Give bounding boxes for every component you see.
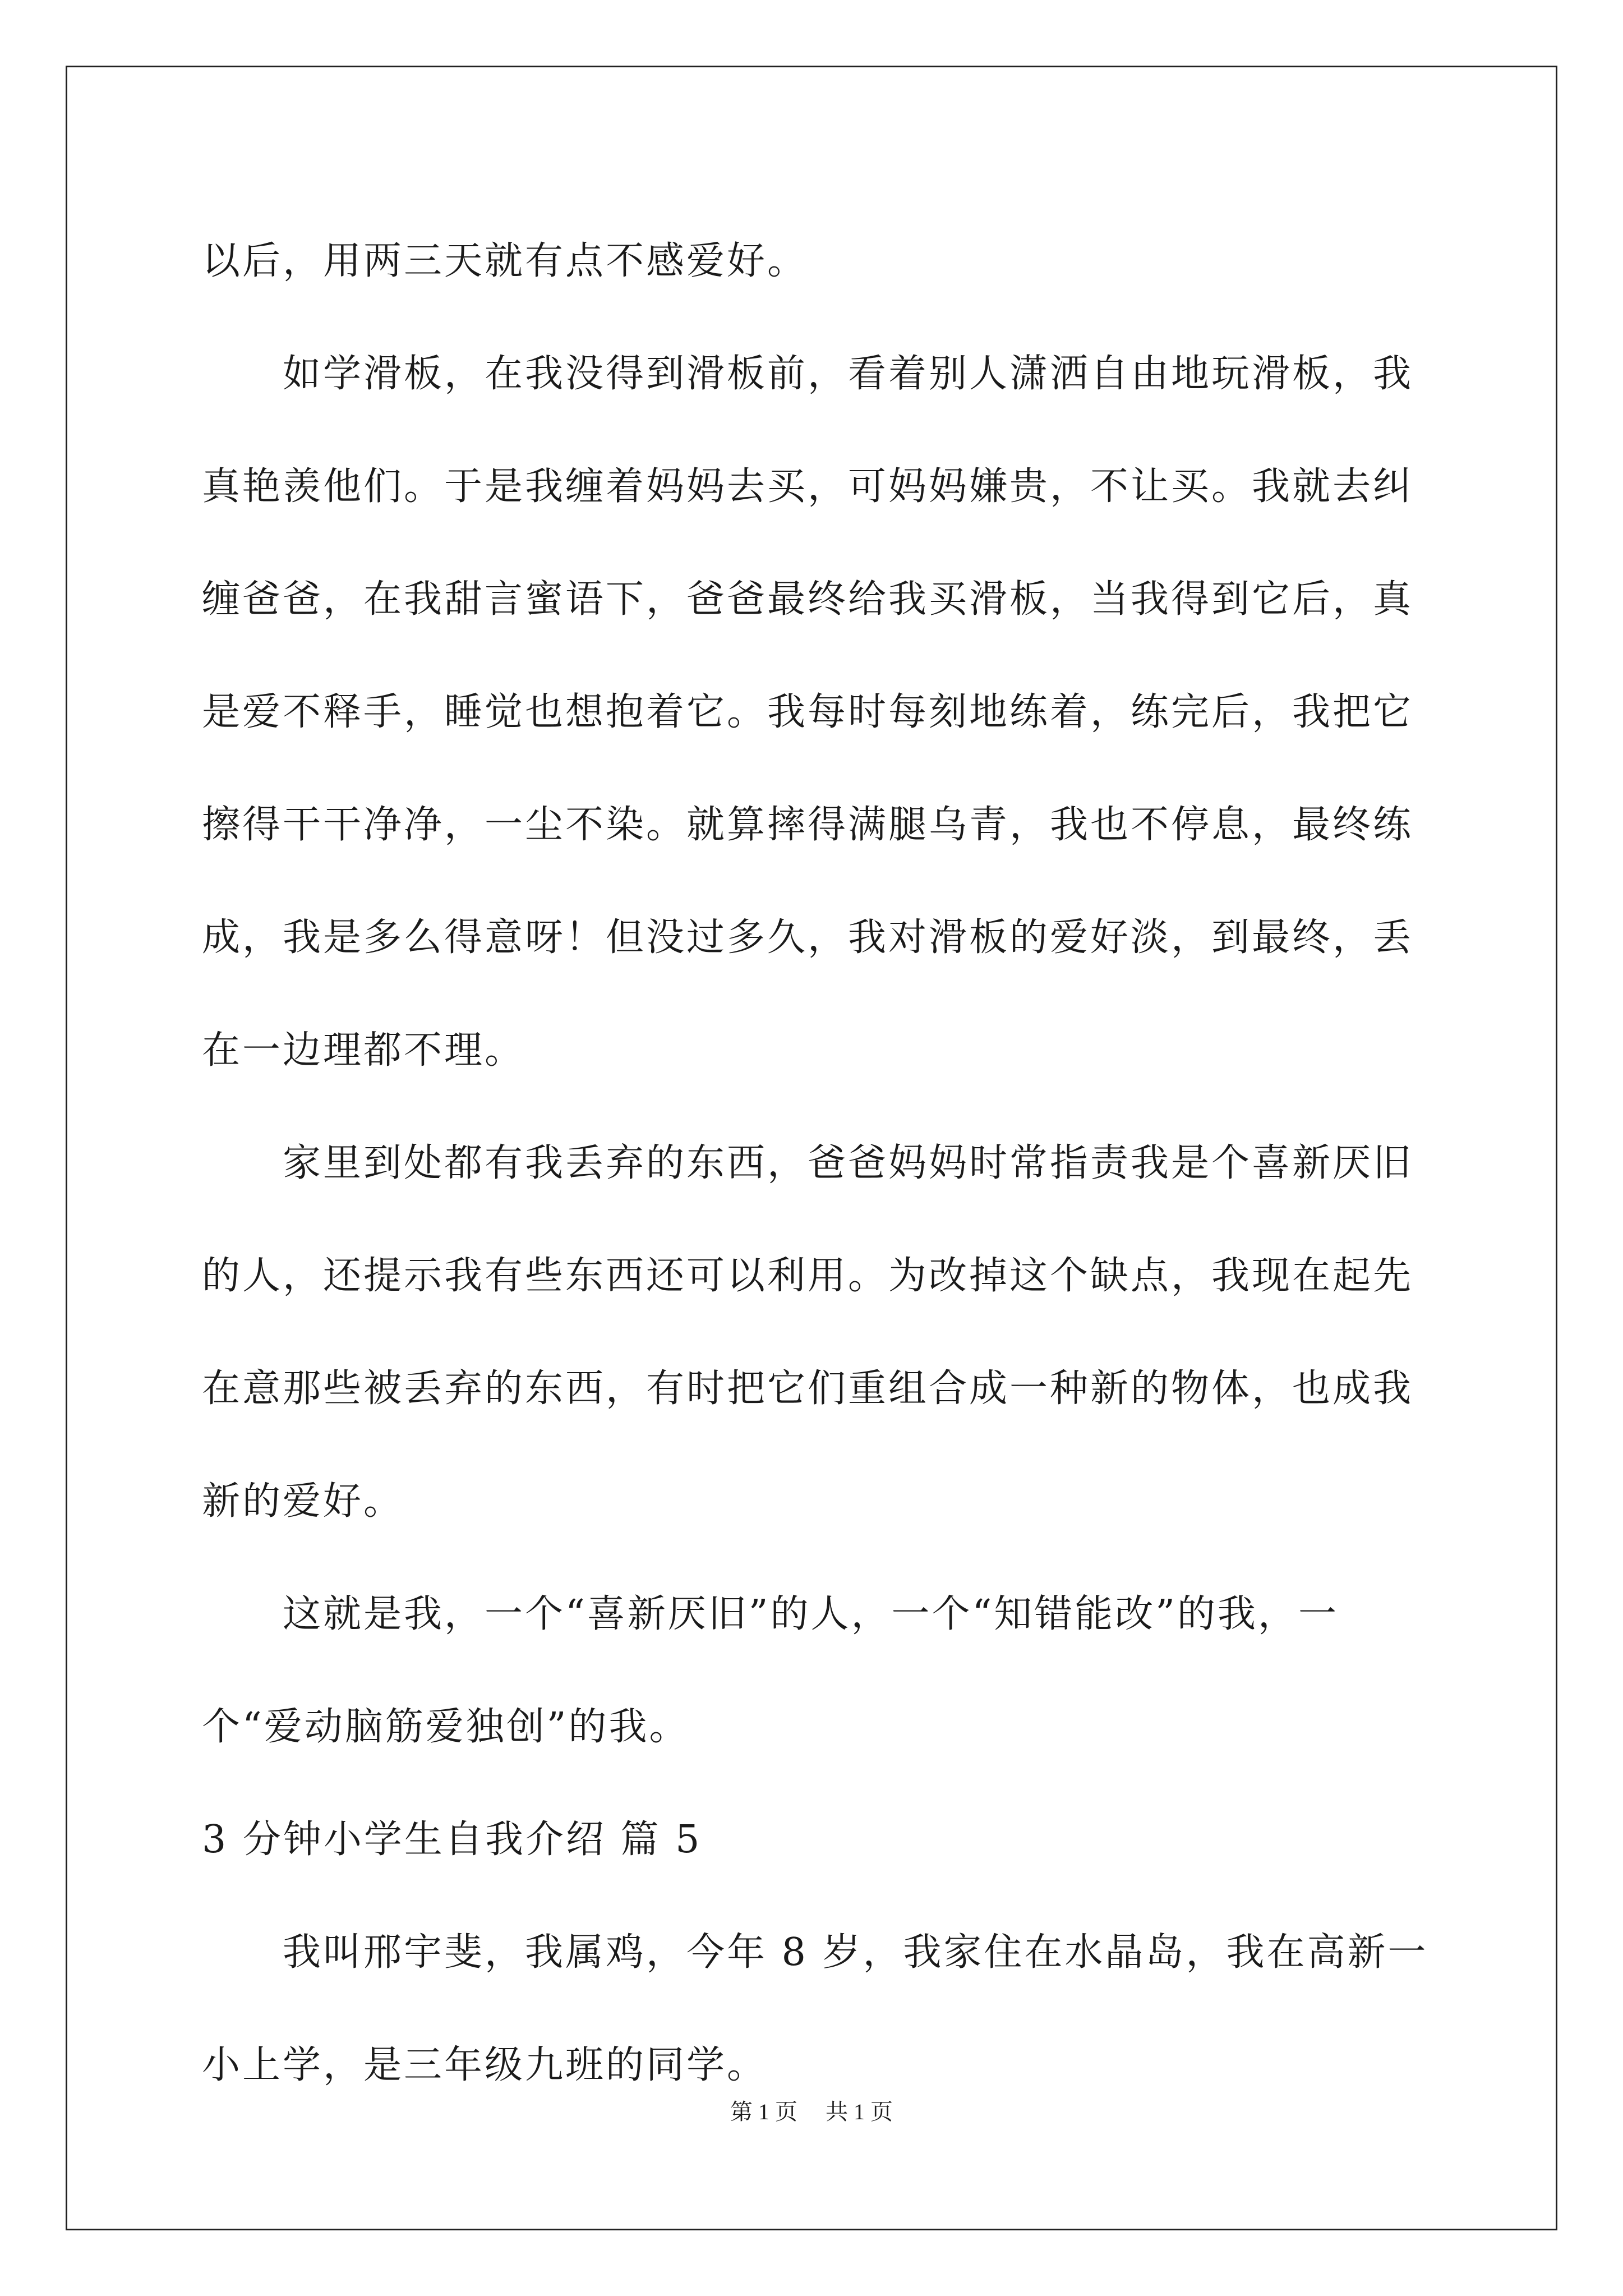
paragraph-conclusion: 这就是我，一个“喜新厌旧”的人，一个“知错能改”的我，一个“爱动脑筋爱独创”的我。 (202, 1592, 1339, 1749)
paragraph-discarded-things: 家里到处都有我丢弃的东西，爸爸妈妈时常指责我是个喜新厌旧的人，还提示我有些东西还可以利用。为改掉这个缺点，我现在起先在意那些被丢弃的东西，有时把它们重组合成一种新的物体，也成我新的爱好。 (202, 1141, 1414, 1524)
paragraph-skateboard: 如学滑板，在我没得到滑板前，看着别人潇洒自由地玩滑板，我真艳羡他们。于是我缠着妈妈去买，可妈妈嫌贵，不让买。我就去纠缠爸爸，在我甜言蜜语下，爸爸最终给我买滑板，当我得到它后，真是爱不释手，睡觉也想抱着它。我每时每刻地练着，练完后，我把它擦得干干净净，一尘不染。就算摔得满腿乌青，我也不停息，最终练成，我是多么得意呀！但没过多久，我对滑板的爱好淡，到最终，丢在一边理都不理。 (202, 352, 1414, 1073)
document-body (202, 205, 1436, 2122)
page-total: 共 1 页 (826, 2099, 893, 2124)
paragraph-continuation: 以后，用两三天就有点不感爱好。 (202, 239, 808, 283)
section-heading: 3 分钟小学生自我介绍 篇 5 (202, 1818, 702, 1862)
paragraph-introduction: 我叫邢宇斐，我属鸡，今年 8 岁，我家住在水晶岛，我在高新一小上学，是三年级九班的同学。 (202, 1930, 1428, 2087)
page-number: 第 1 页 (730, 2099, 797, 2124)
page-footer (0, 2095, 1623, 2129)
